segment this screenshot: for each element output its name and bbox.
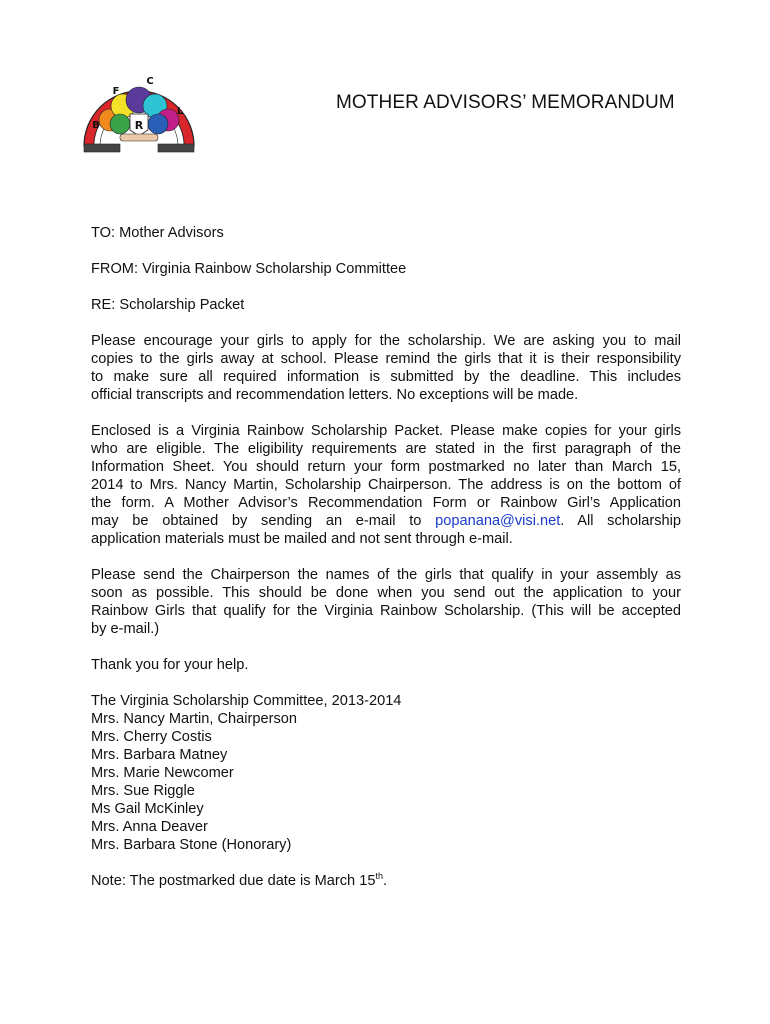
paragraph-line: to make sure all required information is submitted by the deadline. This includes xyxy=(91,369,681,385)
note-end: . xyxy=(382,873,388,889)
thanks-line: Thank you for your help. xyxy=(91,657,249,673)
paragraph-line: by e-mail.) xyxy=(91,621,160,637)
paragraph-line: Enclosed is a Virginia Rainbow Scholarship Packet. Please make copies for your girls xyxy=(91,423,681,439)
paragraph-line: Please send the Chairperson the names of the girls that qualify in your assembly as xyxy=(91,567,681,583)
paragraph-line: Rainbow Girls that qualify for the Virginia Rainbow Scholarship. (This will be accepted xyxy=(91,603,681,619)
committee-member: Mrs. Nancy Martin, Chairperson xyxy=(91,711,297,727)
paragraph-encourage xyxy=(91,332,681,404)
paragraph-line: the form. A Mother Advisor’s Recommendation Form or Rainbow Girl’s Application xyxy=(91,495,681,511)
committee-member: Mrs. Sue Riggle xyxy=(91,783,195,799)
paragraph-line: who are eligible. The eligibility requirements are stated in the first paragraph of the xyxy=(91,441,681,457)
memo-from: FROM: Virginia Rainbow Scholarship Committee xyxy=(91,261,407,277)
logo-letter-b: B xyxy=(92,120,100,131)
email-trail-text: . All scholarship xyxy=(560,513,681,529)
committee-member: Mrs. Anna Deaver xyxy=(91,819,208,835)
logo-letter-l: L xyxy=(176,106,184,117)
paragraph-line-with-email xyxy=(91,512,681,530)
paragraph-line: application materials must be mailed and not sent through e-mail. xyxy=(91,531,513,547)
committee-member: Mrs. Marie Newcomer xyxy=(91,765,234,781)
paragraph-line: 2014 to Mrs. Nancy Martin, Scholarship Chairperson. The address is on the bottom of xyxy=(91,477,681,493)
logo-letter-r: R xyxy=(134,119,144,132)
committee-member: Mrs. Barbara Matney xyxy=(91,747,228,763)
committee-list xyxy=(91,692,681,854)
rainbow-bfcl-logo xyxy=(80,68,198,154)
paragraph-send-names xyxy=(91,566,681,638)
memo-re: RE: Scholarship Packet xyxy=(91,297,245,313)
paragraph-line: copies to the girls away at school. Please remind the girls that it is their responsibility xyxy=(91,351,681,367)
paragraph-line: Please encourage your girls to apply for the scholarship. We are asking you to mail xyxy=(91,333,681,349)
note-text: Note: The postmarked due date is March 15 xyxy=(91,873,376,889)
committee-heading: The Virginia Scholarship Committee, 2013-2014 xyxy=(91,693,402,709)
logo-letter-c: C xyxy=(146,76,154,87)
committee-member: Mrs. Cherry Costis xyxy=(91,729,212,745)
paragraph-enclosed xyxy=(91,422,681,548)
due-date-note xyxy=(91,872,681,890)
logo-letter-f: F xyxy=(112,86,120,97)
memo-to: TO: Mother Advisors xyxy=(91,225,224,241)
paragraph-line: official transcripts and recommendation letters. No exceptions will be made. xyxy=(91,387,579,403)
note-superscript: th xyxy=(375,871,383,882)
committee-member: Mrs. Barbara Stone (Honorary) xyxy=(91,837,292,853)
memo-title: MOTHER ADVISORS’ MEMORANDUM xyxy=(336,92,675,113)
paragraph-line: Information Sheet. You should return your form postmarked no later than March 15, xyxy=(91,459,681,475)
paragraph-line: soon as possible. This should be done when you send out the application to your xyxy=(91,585,681,601)
committee-member: Ms Gail McKinley xyxy=(91,801,204,817)
email-link[interactable]: popanana@visi.net xyxy=(435,513,561,529)
email-lead-text: may be obtained by sending an e-mail to xyxy=(91,513,436,529)
